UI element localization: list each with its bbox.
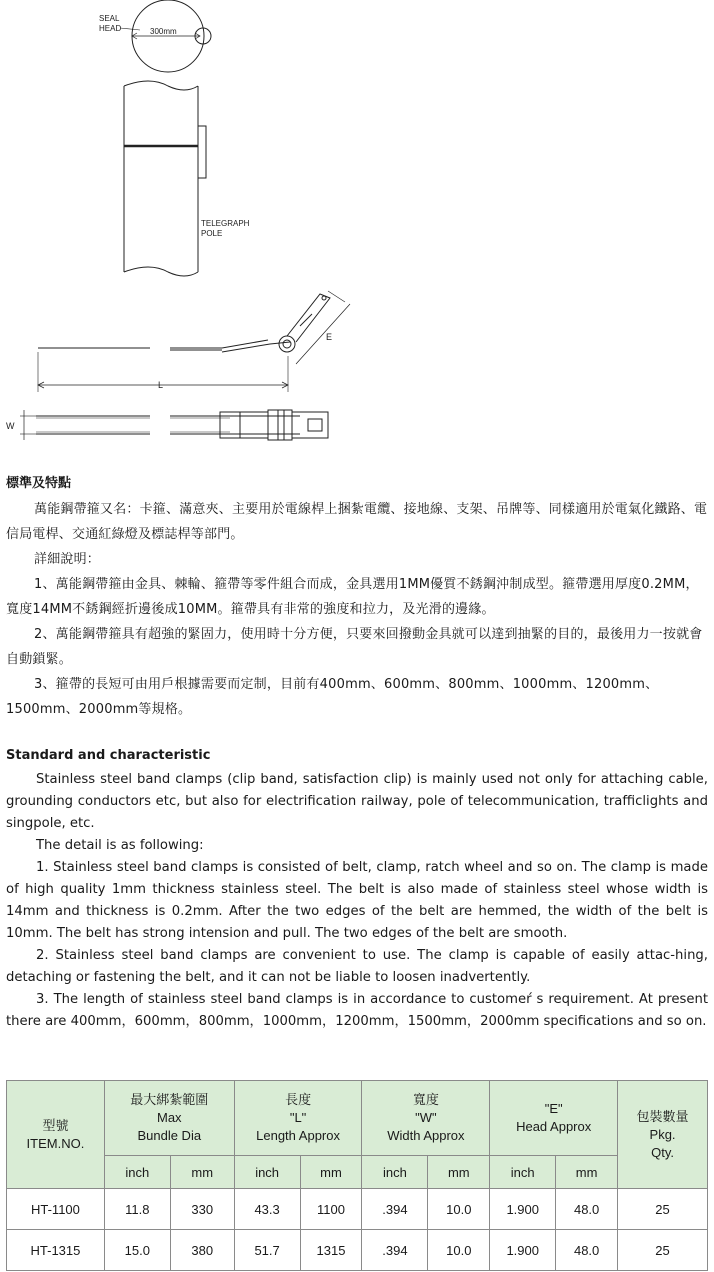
table-row bbox=[7, 1230, 708, 1271]
header-length-zh: 長度 bbox=[285, 1092, 312, 1107]
header-length-en: Length Approx bbox=[256, 1128, 340, 1143]
dim-e-label: E bbox=[326, 332, 333, 342]
chinese-paragraph: 1、萬能鋼帶箍由金具、棘輪、箍帶等零件組合而成，金具選用1MM優質不銹鋼沖制成型。箍帶選用厚度0.2MM，寬度14MM不銹鋼經折邊後成10MM。箍帶具有非常的強度和拉力，及光滑的邊緣。 bbox=[6, 577, 699, 617]
header-width-code: "W" bbox=[415, 1110, 437, 1125]
dim-w-label: W bbox=[6, 421, 15, 431]
chinese-paragraph: 詳細說明： bbox=[34, 552, 101, 567]
unit-header: mm bbox=[556, 1156, 618, 1189]
table-cell: 51.7 bbox=[234, 1230, 300, 1271]
dim-l-label: L bbox=[158, 380, 164, 390]
table-cell: 1100 bbox=[300, 1189, 362, 1230]
spec-table bbox=[6, 1080, 708, 1271]
table-cell: 1315 bbox=[300, 1230, 362, 1271]
header-width bbox=[362, 1081, 490, 1156]
top-view bbox=[120, 0, 211, 72]
chinese-section bbox=[6, 472, 708, 722]
product-diagram bbox=[0, 0, 714, 450]
unit-header: inch bbox=[104, 1156, 170, 1189]
header-pkg-zh: 包裝數量 bbox=[636, 1108, 689, 1124]
seal-head-label-2: HEAD bbox=[99, 24, 122, 33]
table-cell: .394 bbox=[362, 1230, 428, 1271]
english-section bbox=[6, 748, 708, 1033]
table-cell: 48.0 bbox=[556, 1189, 618, 1230]
side-view bbox=[38, 291, 350, 392]
seal-head-label-1: SEAL bbox=[99, 14, 120, 23]
header-item bbox=[7, 1081, 105, 1189]
english-paragraph: The detail is as following: bbox=[36, 838, 204, 853]
unit-header: inch bbox=[362, 1156, 428, 1189]
header-bundle-zh: 最大綁紮範圍 bbox=[130, 1092, 209, 1107]
table-cell: 1.900 bbox=[490, 1230, 556, 1271]
header-item-en: ITEM.NO. bbox=[26, 1135, 85, 1151]
header-width-en: Width Approx bbox=[387, 1128, 465, 1143]
unit-header: mm bbox=[428, 1156, 490, 1189]
unit-header: mm bbox=[300, 1156, 362, 1189]
table-cell: .394 bbox=[362, 1189, 428, 1230]
header-pkg bbox=[618, 1081, 708, 1189]
chinese-paragraph: 3、箍帶的長短可由用戶根據需要而定制，目前有400mm、600mm、800mm、1000mm、1200mm、1500mm、2000mm等規格。 bbox=[6, 677, 659, 717]
header-head-en: Head Approx bbox=[516, 1119, 592, 1134]
english-title: Standard and characteristic bbox=[6, 748, 211, 763]
header-pkg-en1: Pkg. bbox=[649, 1126, 676, 1142]
table-cell: 25 bbox=[618, 1230, 708, 1271]
table-cell: 11.8 bbox=[104, 1189, 170, 1230]
table-cell: 10.0 bbox=[428, 1230, 490, 1271]
table-cell: 25 bbox=[618, 1189, 708, 1230]
header-bundle-en2: Bundle Dia bbox=[137, 1128, 202, 1143]
table-cell: 1.900 bbox=[490, 1189, 556, 1230]
table-cell: 330 bbox=[170, 1189, 234, 1230]
table-cell: HT-1100 bbox=[7, 1189, 105, 1230]
header-head bbox=[490, 1081, 618, 1156]
table-row bbox=[7, 1189, 708, 1230]
table-cell: 380 bbox=[170, 1230, 234, 1271]
table-cell: HT-1315 bbox=[7, 1230, 105, 1271]
bottom-view bbox=[20, 410, 328, 440]
header-head-code: "E" bbox=[544, 1101, 563, 1116]
header-bundle-en1: Max bbox=[157, 1110, 182, 1125]
header-length-code: "L" bbox=[289, 1110, 307, 1125]
table-cell: 10.0 bbox=[428, 1189, 490, 1230]
chinese-paragraph: 2、萬能鋼帶箍具有超強的緊固力，使用時十分方便，只要來回撥動金具就可以達到抽緊的目的，最後用力一按就會自動鎖緊。 bbox=[6, 627, 703, 667]
chinese-title: 標準及特點 bbox=[6, 476, 72, 491]
header-width-zh: 寬度 bbox=[412, 1092, 439, 1107]
table-cell: 48.0 bbox=[556, 1230, 618, 1271]
chinese-paragraph: 萬能鋼帶箍又名：卡箍、滿意夾、主要用於電線桿上捆紮電纜、接地線、支架、吊牌等、同樣適用於電氣化鐵路、電信局電桿、交通紅綠燈及標誌桿等部門。 bbox=[6, 502, 708, 542]
unit-header: inch bbox=[490, 1156, 556, 1189]
english-paragraph: 1. Stainless steel band clamps is consisted of belt, clamp, ratch wheel and so on. The clamp is made of high quality 1mm thickness stainless steel. The belt is also made of stainless steel whose width is 14mm and thickness is 0.2mm. After the two edges of the belt are hemmed, the width of the belt is 10mm. The belt has strong intension and pull. The two edges of the belt are smooth. bbox=[6, 860, 708, 941]
header-bundle bbox=[104, 1081, 234, 1156]
english-paragraph: 2. Stainless steel band clamps are convenient to use. The clamp is capable of easily attac-hing, detaching or fastening the belt, and it can not be liable to loosen inadvertently. bbox=[6, 948, 708, 985]
pole-label-1: TELEGRAPH bbox=[201, 219, 250, 228]
diameter-label: 300mm bbox=[150, 27, 177, 36]
header-length bbox=[234, 1081, 362, 1156]
header-pkg-en2: Qty. bbox=[651, 1144, 674, 1160]
clamp-drawing bbox=[0, 0, 714, 450]
unit-header: mm bbox=[170, 1156, 234, 1189]
pole-label-2: POLE bbox=[201, 229, 223, 238]
english-paragraph: 3. The length of stainless steel band clamps is in accordance to customeŕ s requirement. At present there are 400mm，600mm，800mm，1000mm，1200mm，1500mm，2000mm specifications and so on. bbox=[6, 992, 708, 1029]
unit-header: inch bbox=[234, 1156, 300, 1189]
table-cell: 43.3 bbox=[234, 1189, 300, 1230]
table-cell: 15.0 bbox=[104, 1230, 170, 1271]
header-item-zh: 型號 bbox=[42, 1117, 69, 1133]
english-paragraph: Stainless steel band clamps (clip band, satisfaction clip) is mainly used not only for attaching cable, grounding conductors etc, but also for electrification railway, pole of telecommunication, trafficlights and singpole, etc. bbox=[6, 772, 708, 831]
telegraph-pole bbox=[124, 81, 206, 276]
